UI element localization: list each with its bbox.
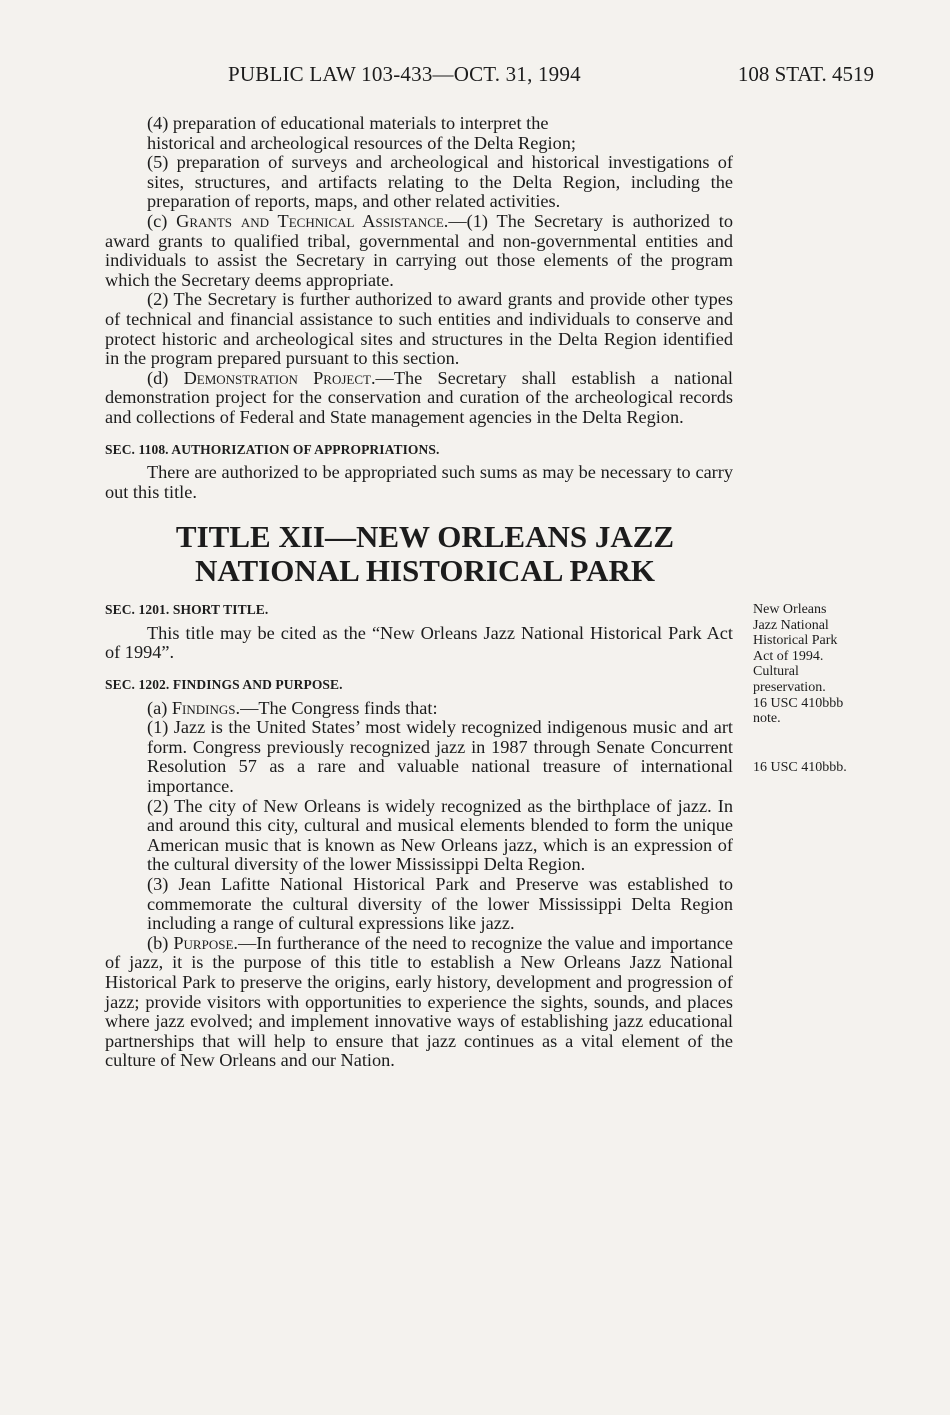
subsection-d-label: (d) [147, 367, 169, 388]
margin-note-line: Act of 1994. [753, 648, 824, 664]
section-1202-heading: SEC. 1202. FINDINGS AND PURPOSE. [105, 677, 343, 693]
subsection-c-heading: Grants and Technical Assistance. [176, 210, 449, 231]
statute-page-number: 108 STAT. 4519 [737, 62, 874, 86]
margin-note-line: Cultural [753, 664, 799, 680]
margin-note-line: New Orleans [753, 602, 827, 617]
margin-note-line: Jazz National [753, 617, 829, 633]
subsection-b-label: (b) [147, 932, 169, 953]
subsection-c-label: (c) [147, 210, 168, 231]
page-header [228, 62, 874, 88]
title-heading-line-1: TITLE XII—NEW ORLEANS JAZZ [175, 519, 675, 555]
margin-note-line: preservation. [753, 679, 826, 695]
subsection-d-text: —The Secretary shall establish a national demonstration project for the conservation and curation of the archeological records and collections of Federal and State management agencies in the Delta Region. [105, 367, 733, 427]
public-law-citation: PUBLIC LAW 103-433—OCT. 31, 1994 [228, 62, 581, 86]
paragraph-4-rest: historical and archeological resources of the Delta Region; [147, 132, 576, 153]
section-1108-text: There are authorized to be appropriated such sums as may be necessary to carry out this title. [105, 462, 733, 502]
subsection-a-heading: Findings. [171, 697, 241, 718]
section-1201-heading: SEC. 1201. SHORT TITLE. [105, 602, 269, 618]
paragraph-4-first-line: (4) preparation of educational materials to interpret the [147, 113, 549, 133]
document-body [105, 114, 733, 1071]
section-1201-text: This title may be cited as the “New Orleans Jazz National Historical Park Act of 1994”. [105, 622, 733, 663]
subsection-b-text: —In furtherance of the need to recognize the value and importance of jazz, it is the purpose of this title to establish a New Orleans Jazz National Historical Park to preserve the origins, early history, development and progression of jazz; provide visitors with opportunities to experience the sights, sounds, and places where jazz evolved; and implement innovative ways of establishing jazz educational partnerships that will help to ensure that jazz continues as a vital element of the culture of New Orleans and our Nation. [105, 932, 733, 1071]
margin-note-line: 16 USC 410bbb [753, 695, 844, 711]
subsection-d [105, 369, 733, 428]
margin-note-findings: 16 USC 410bbb. [753, 760, 847, 775]
subsection-a-text: —The Congress finds that: [240, 697, 438, 718]
subsection-a-label: (a) [147, 697, 168, 718]
section-1108-heading: SEC. 1108. AUTHORIZATION OF APPROPRIATIONS. [105, 441, 440, 457]
title-heading [105, 520, 733, 588]
finding-2: (2) The city of New Orleans is widely recognized as the birthplace of jazz. In and around this city, cultural and musical elements blended to form the unique American music that is known as New Orleans jazz, which is an expression of the cultural diversity of the lower Mississippi Delta Region. [147, 795, 733, 875]
title-heading-line-2: NATIONAL HISTORICAL PARK [195, 553, 655, 589]
margin-note-line: note. [753, 711, 781, 727]
subsection-c-2: (2) The Secretary is further authorized to award grants and provide other types of technical and financial assistance to such entities and individuals to conserve and protect historic and archeological sites and structures in the Delta Region identified in the program prepared pursuant to this section. [105, 289, 733, 369]
subsection-c [105, 212, 733, 290]
subsection-c-text: —(1) The Secretary is authorized to award grants to qualified tribal, governmental and non-governmental entities and individuals to assist the Secretary in carrying out those elements of the program which the Secretary deems appropriate. [105, 210, 733, 290]
paragraph-5: (5) preparation of surveys and archeological and historical investigations of sites, structures, and artifacts relating to the Delta Region, including the preparation of reports, maps, and other related activities. [147, 152, 733, 212]
margin-note-short-title [753, 602, 883, 727]
subsection-d-heading: Demonstration Project. [183, 367, 376, 388]
subsection-b-heading: Purpose. [173, 932, 238, 953]
subsection-a [105, 699, 733, 719]
finding-1: (1) Jazz is the United States’ most widely recognized indigenous music and art form. Congress previously recognized jazz in 1987 through Senate Concurrent Resolution 57 as a rare and valuable national treasure of international importance. [147, 717, 733, 797]
subsection-b [105, 934, 733, 1071]
finding-3: (3) Jean Lafitte National Historical Park and Preserve was established to commemorate the cultural diversity of the lower Mississippi Delta Region including a range of cultural expressions like jazz. [147, 874, 733, 934]
margin-note-line: Historical Park [753, 633, 838, 649]
